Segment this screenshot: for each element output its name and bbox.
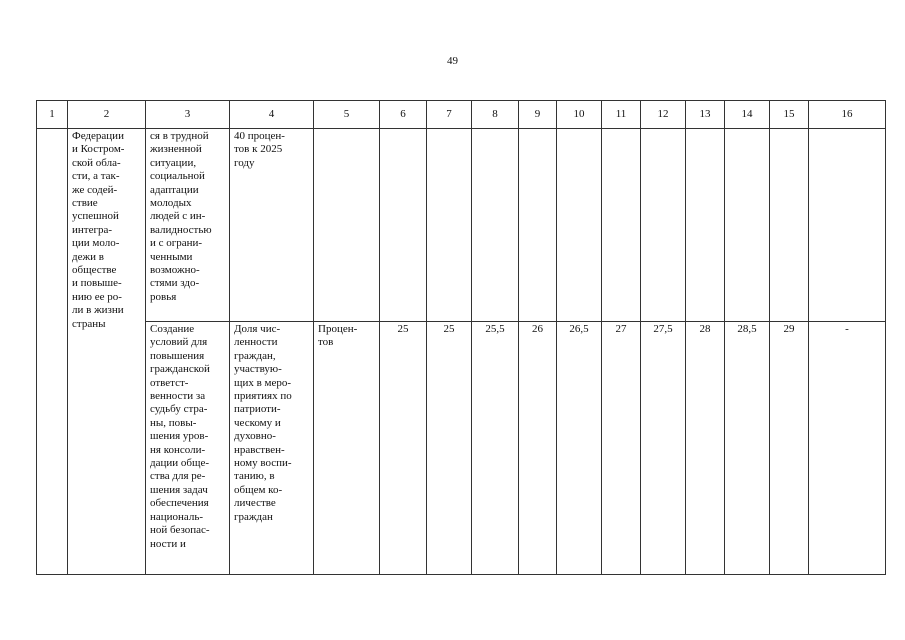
- text-line: возможно-: [150, 264, 200, 277]
- header-cell: 10: [557, 101, 602, 129]
- value-cell: 25,5: [472, 322, 519, 575]
- text-line: Процен-: [318, 323, 358, 335]
- header-cell: 9: [519, 101, 557, 129]
- page-number: 49: [447, 55, 458, 67]
- text-line: участвую-: [234, 363, 282, 376]
- header-cell: 6: [380, 101, 427, 129]
- text-line: ситуации,: [150, 156, 197, 169]
- text-line: и повыше-: [72, 277, 122, 290]
- text-line: ответст-: [150, 376, 189, 389]
- text-line: страны: [72, 317, 106, 330]
- text-line: нравствен-: [234, 443, 285, 456]
- text-line: ному воспи-: [234, 457, 292, 470]
- task-cell: [146, 322, 230, 575]
- text-line: щих в меро-: [234, 376, 292, 389]
- text-line: социальной: [150, 170, 205, 183]
- text-line: ны, повы-: [150, 416, 197, 429]
- text-line: Федерации: [72, 130, 124, 142]
- text-line: ленности: [234, 336, 278, 349]
- text-line: гражданской: [150, 363, 210, 376]
- header-row: [37, 101, 886, 129]
- value-cell: 26: [519, 322, 557, 575]
- text-line: людей с ин-: [150, 210, 206, 223]
- text-line: ческому и: [234, 416, 281, 429]
- indicators-table: [36, 100, 886, 575]
- value-cell: 28,5: [725, 322, 770, 575]
- cell-empty: [472, 129, 519, 322]
- text-line: и Костром-: [72, 143, 125, 156]
- text-line: ченными: [150, 250, 193, 263]
- text-line: личестве: [234, 497, 276, 510]
- text-line: сти, а так-: [72, 170, 120, 183]
- text-line: стями здо-: [150, 277, 200, 290]
- header-cell: 15: [770, 101, 809, 129]
- text-line: граждан: [234, 510, 273, 523]
- header-cell: 1: [37, 101, 68, 129]
- cell-empty: [557, 129, 602, 322]
- text-line: ня консоли-: [150, 443, 206, 456]
- header-cell: 4: [230, 101, 314, 129]
- task-cell: [146, 129, 230, 322]
- text-line: валидностью: [150, 223, 212, 236]
- text-line: ровья: [150, 290, 177, 303]
- header-cell: 14: [725, 101, 770, 129]
- text-line: ствие: [72, 197, 98, 210]
- text-line: обществе: [72, 264, 117, 277]
- header-cell: 16: [809, 101, 886, 129]
- cell-empty: [519, 129, 557, 322]
- value-cell: 26,5: [557, 322, 602, 575]
- text-line: националь-: [150, 510, 204, 523]
- cell-empty: [641, 129, 686, 322]
- value-cell: 27: [602, 322, 641, 575]
- text-line: обеспечения: [150, 497, 209, 510]
- text-line: адаптации: [150, 183, 199, 196]
- text-line: жизненной: [150, 143, 202, 156]
- value-cell: 25: [380, 322, 427, 575]
- text-line: ской обла-: [72, 156, 121, 169]
- text-line: танию, в: [234, 470, 275, 483]
- cell-empty: [686, 129, 725, 322]
- text-line: ной безопас-: [150, 524, 210, 537]
- text-line: ся в трудной: [150, 130, 209, 142]
- cell-empty: [809, 129, 886, 322]
- text-line: дации обще-: [150, 457, 210, 470]
- text-line: патриоти-: [234, 403, 281, 416]
- text-line: судьбу стра-: [150, 403, 208, 416]
- text-line: молодых: [150, 197, 192, 210]
- text-line: ции моло-: [72, 237, 120, 250]
- text-line: интегра-: [72, 223, 113, 236]
- text-line: приятиях по: [234, 390, 292, 403]
- indicator-cell: [230, 322, 314, 575]
- value-cell: 28: [686, 322, 725, 575]
- text-line: шения уров-: [150, 430, 209, 443]
- text-line: и с ограни-: [150, 237, 203, 250]
- table-row: [37, 129, 886, 322]
- header-cell: 7: [427, 101, 472, 129]
- value-cell: 25: [427, 322, 472, 575]
- cell-empty: [380, 129, 427, 322]
- text-line: дежи в: [72, 250, 104, 263]
- value-cell: 29: [770, 322, 809, 575]
- text-line: ности и: [150, 537, 186, 550]
- text-line: общем ко-: [234, 483, 283, 496]
- text-line: тов к 2025: [234, 143, 283, 156]
- text-line: Создание: [150, 323, 195, 335]
- goal-cell: [68, 129, 146, 575]
- cell-col1: [37, 129, 68, 575]
- header-cell: 12: [641, 101, 686, 129]
- text-line: ли в жизни: [72, 304, 124, 317]
- header-cell: 13: [686, 101, 725, 129]
- header-cell: 3: [146, 101, 230, 129]
- text-line: условий для: [150, 336, 208, 349]
- header-cell: 11: [602, 101, 641, 129]
- text-line: 40 процен-: [234, 130, 285, 142]
- header-cell: 8: [472, 101, 519, 129]
- text-line: же содей-: [72, 183, 118, 196]
- cell-empty: [314, 129, 380, 322]
- text-line: тов: [318, 336, 334, 349]
- header-cell: 5: [314, 101, 380, 129]
- unit-cell: [314, 322, 380, 575]
- text-line: венности за: [150, 390, 206, 403]
- text-line: нию ее ро-: [72, 290, 122, 303]
- value-cell: 27,5: [641, 322, 686, 575]
- cell-empty: [725, 129, 770, 322]
- cell-empty: [602, 129, 641, 322]
- cell-empty: [427, 129, 472, 322]
- text-line: ства для ре-: [150, 470, 206, 483]
- header-cell: 2: [68, 101, 146, 129]
- text-line: духовно-: [234, 430, 276, 443]
- text-line: граждан,: [234, 349, 276, 362]
- text-line: шения задач: [150, 483, 208, 496]
- cell-empty: [770, 129, 809, 322]
- text-line: году: [234, 156, 255, 169]
- text-line: Доля чис-: [234, 323, 281, 335]
- text-line: повышения: [150, 349, 205, 362]
- table-row: [37, 322, 886, 575]
- indicator-cell: [230, 129, 314, 322]
- value-cell: -: [809, 322, 886, 575]
- text-line: успешной: [72, 210, 119, 223]
